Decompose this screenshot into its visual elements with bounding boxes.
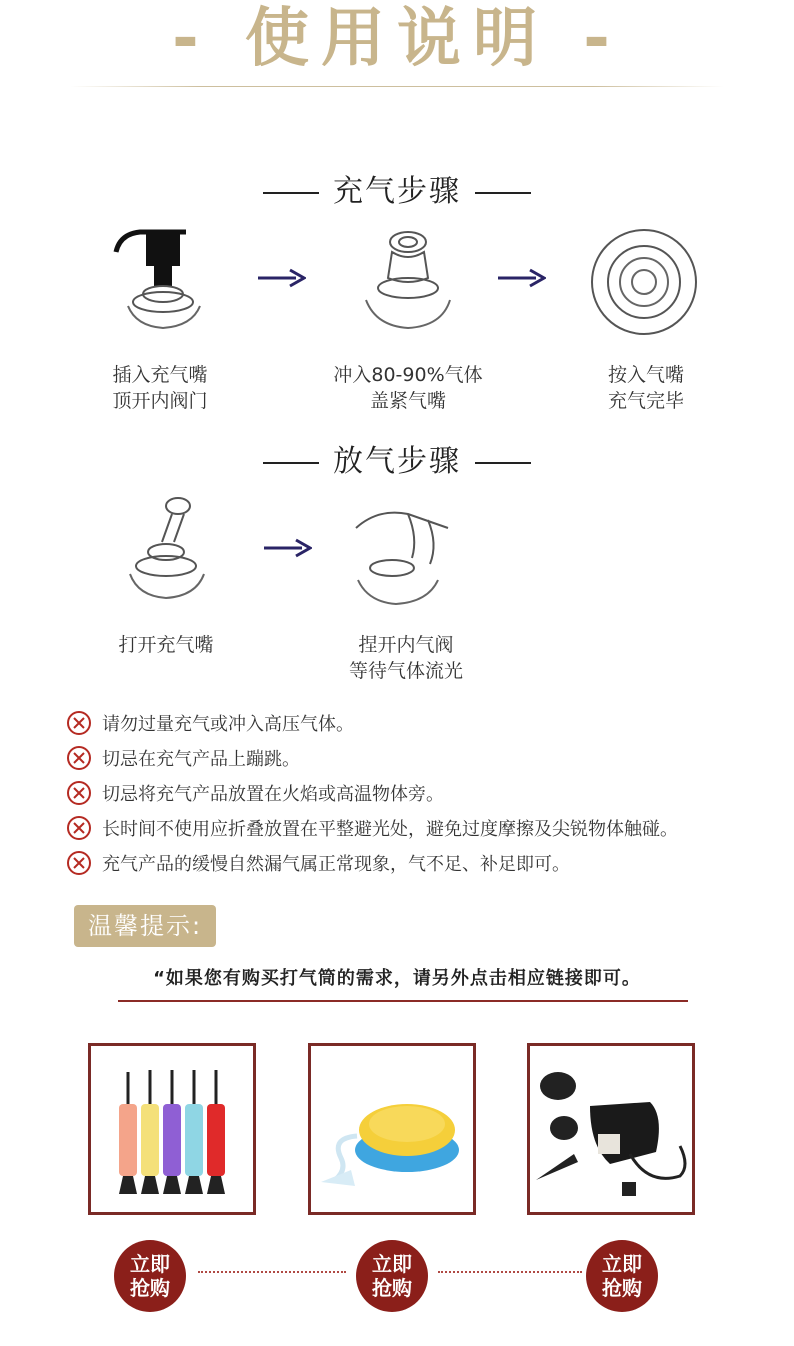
warning-x-icon <box>66 850 92 876</box>
page-title: - 使用说明 - <box>172 2 622 76</box>
caption-line: 盖紧气嘴 <box>369 390 446 412</box>
valve-cap-icon <box>352 222 464 334</box>
warning-x-icon <box>66 780 92 806</box>
title-dash-left <box>263 192 319 194</box>
warning-item <box>66 848 570 878</box>
header-divider <box>70 86 724 87</box>
squeeze-valve-icon <box>348 498 460 610</box>
caption-line: 冲入80-90%气体 <box>333 364 483 386</box>
product-card-electric-pump[interactable] <box>527 1043 695 1215</box>
inflate-section-title <box>0 166 794 210</box>
arrow-right-icon <box>256 268 306 288</box>
caption-line: 顶开内阀门 <box>112 390 208 412</box>
caption-line: 插入充气嘴 <box>112 364 208 386</box>
title-dash-right <box>475 192 531 194</box>
warning-text: 充气产品的缓慢自然漏气属正常现象，气不足、补足即可。 <box>102 854 570 875</box>
warning-item <box>66 743 300 773</box>
inflate-title-text: 充气步骤 <box>333 174 461 209</box>
buy-now-label: 立即抢购 <box>602 1252 642 1300</box>
inflate-step-2-caption <box>318 362 498 414</box>
warning-text: 长时间不使用应折叠放置在平整避光处，避免过度摩擦及尖锐物体触碰。 <box>102 819 678 840</box>
deflate-step-1-caption <box>86 632 246 658</box>
warning-item <box>66 813 678 843</box>
electric-pump-icon <box>530 1046 692 1212</box>
warning-text: 切忌在充气产品上蹦跳。 <box>102 749 300 770</box>
title-dash-left <box>263 462 319 464</box>
title-dash-right <box>475 462 531 464</box>
warning-text: 切忌将充气产品放置在火焰或高温物体旁。 <box>102 784 444 805</box>
buy-now-button[interactable] <box>586 1240 658 1312</box>
deflate-title-text: 放气步骤 <box>333 444 461 479</box>
buy-now-button[interactable] <box>356 1240 428 1312</box>
pump-notice-text: “如果您有购买打气筒的需求，请另外点击相应链接即可。 <box>153 968 641 989</box>
warning-x-icon <box>66 815 92 841</box>
tip-badge: 温馨提示: <box>74 905 216 947</box>
hand-pump-set-icon <box>91 1046 253 1212</box>
insert-nozzle-icon <box>106 222 218 334</box>
deflate-section-title <box>0 436 794 480</box>
caption-line: 捏开内气阀 <box>358 634 454 656</box>
arrow-right-icon <box>496 268 546 288</box>
inflate-step-1-caption <box>80 362 240 414</box>
warning-x-icon <box>66 745 92 771</box>
notice-divider <box>118 1000 688 1002</box>
warning-x-icon <box>66 710 92 736</box>
caption-line: 等待气体流光 <box>348 660 463 682</box>
dotted-connector <box>198 1271 346 1273</box>
valve-closed-icon <box>588 226 700 338</box>
warning-item <box>66 708 354 738</box>
inflate-step-3-caption <box>566 362 726 414</box>
foot-pump-icon <box>311 1046 473 1212</box>
warning-text: 请勿过量充气或冲入高压气体。 <box>102 714 354 735</box>
arrow-right-icon <box>262 538 312 558</box>
buy-now-label: 立即抢购 <box>130 1252 170 1300</box>
warning-item <box>66 778 444 808</box>
caption-line: 打开充气嘴 <box>118 634 214 656</box>
buy-now-button[interactable] <box>114 1240 186 1312</box>
buy-now-label: 立即抢购 <box>372 1252 412 1300</box>
product-card-foot-pump[interactable] <box>308 1043 476 1215</box>
caption-line: 充气完毕 <box>607 390 684 412</box>
caption-line: 按入气嘴 <box>607 364 684 386</box>
open-nozzle-icon <box>112 492 224 604</box>
deflate-step-2-caption <box>326 632 486 684</box>
dotted-connector <box>438 1271 582 1273</box>
product-card-hand-pump[interactable] <box>88 1043 256 1215</box>
